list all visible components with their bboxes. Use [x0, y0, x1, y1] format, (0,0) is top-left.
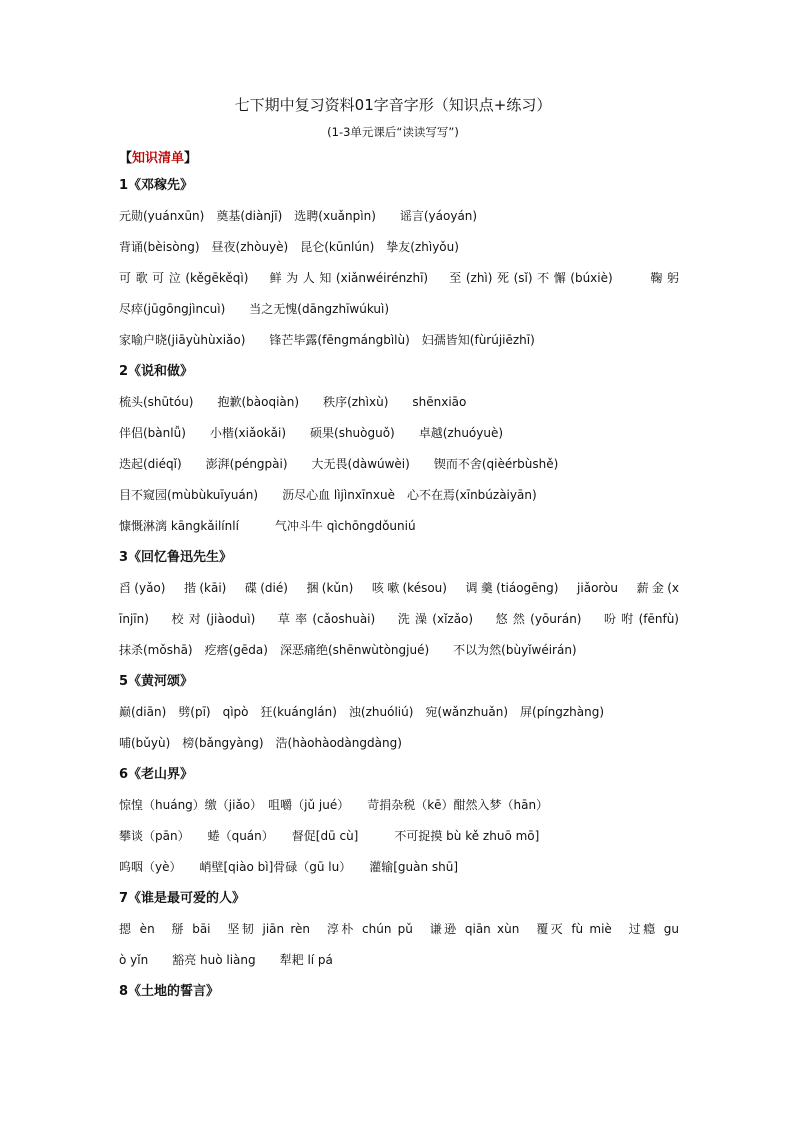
vocab-line: 哺(bǔyù) 榜(bǎngyàng) 浩(hàohàodàngdàng): [119, 736, 402, 750]
lessons-list: [119, 170, 679, 1007]
lesson-block: [119, 356, 679, 542]
section-label-knowledge-list: [119, 148, 679, 170]
vocab-line: īnjīn) 校对(jiàoduì) 草率(cǎoshuài) 洗澡(xǐzǎo) 悠然(yōurán) 吩咐(fēnfù): [119, 612, 679, 626]
section-label-text: 知识清单: [132, 151, 185, 166]
vocab-line: 舀(yǎo) 揩(kāi) 碟(dié) 捆(kǔn) 咳嗽(késou) 调羹(tiáogēng) jiǎoròu 薪金(x: [119, 581, 679, 595]
vocab-line: 攀谈（pān） 蜷（quán） 督促[dū cù] 不可捉摸 bù kě zhuō mō]: [119, 829, 540, 843]
vocab-line: 迭起(diéqǐ) 澎湃(péngpài) 大无畏(dàwúwèi) 锲而不舍(qièérbùshě): [119, 457, 559, 471]
document-title: 七下期中复习资料01字音字形（知识点+练习）: [234, 96, 552, 114]
lesson-block: [119, 883, 679, 976]
vocab-line: 抹杀(mǒshā) 疙瘩(gēda) 深恶痛绝(shēnwùtòngjué) 不以为然(bùyǐwéirán): [119, 643, 577, 657]
vocab-line: 摁 èn 掰 bāi 坚韧 jiān rèn 淳朴 chún pǔ 谦逊 qiān xùn 覆灭 fù miè 过瘾 gu: [119, 922, 679, 936]
lesson-heading: 8《土地的誓言》: [119, 984, 220, 999]
lesson-heading: 6《老山界》: [119, 767, 194, 782]
section-bracket-open: 【: [119, 151, 133, 166]
vocab-line: 背诵(bèisòng) 昼夜(zhòuyè) 昆仑(kūnlún) 挚友(zhìyǒu): [119, 240, 459, 254]
vocab-line: 元勋(yuánxūn) 奠基(diànjī) 选聘(xuǎnpìn) 谣言(yáoyán): [119, 209, 478, 223]
vocab-line: ò yǐn 豁亮 huò liàng 犁耙 lí pá: [119, 953, 333, 967]
section-bracket-close: 】: [184, 151, 198, 166]
lesson-heading: 7《谁是最可爱的人》: [119, 891, 246, 906]
document-page: [119, 94, 679, 1007]
lesson-block: [119, 976, 679, 1007]
document-subtitle: (1-3单元课后“读读写写”): [327, 125, 459, 139]
vocab-line: 尽瘁(jūgōngjìncuì) 当之无愧(dāngzhīwúkuì): [119, 302, 390, 316]
lesson-block: [119, 542, 679, 666]
vocab-line: 伴侣(bànlǚ) 小楷(xiǎokǎi) 硕果(shuòguǒ) 卓越(zhuóyuè): [119, 426, 504, 440]
lesson-heading: 5《黄河颂》: [119, 674, 194, 689]
lesson-heading: 3《回忆鲁迅先生》: [119, 550, 233, 565]
vocab-line: 家喻户晓(jiāyùhùxiǎo) 锋芒毕露(fēngmángbìlù) 妇孺皆知(fùrújiēzhī): [119, 333, 535, 347]
lesson-heading: 1《邓稼先》: [119, 178, 194, 193]
vocab-line: 目不窥园(mùbùkuīyuán) 沥尽心血 lìjìnxīnxuè 心不在焉(xīnbúzàiyān): [119, 488, 537, 502]
vocab-line: 惊惶（huáng）缴（jiǎo） 咀嚼（jǔ jué） 苛捐杂税（kē）酣然入梦（hān）: [119, 798, 549, 812]
lesson-block: [119, 170, 679, 356]
vocab-line: 巅(diān) 劈(pī) qìpò 狂(kuánglán) 浊(zhuóliú) 宛(wǎnzhuǎn) 屏(píngzhàng): [119, 705, 605, 719]
vocab-line: 可歌可泣(kěgēkěqì) 鲜为人知(xiǎnwéirénzhī) 至(zhì)死(sǐ)不懈(búxiè) 鞠躬: [119, 271, 679, 285]
vocab-line: 慷慨淋漓 kāngkǎilínlí 气冲斗牛 qìchōngdǒuniú: [119, 519, 416, 533]
vocab-line: 呜咽（yè） 峭壁[qiào bì]骨碌（gū lu） 灌输[guàn shū]: [119, 860, 459, 874]
vocab-line: 梳头(shūtóu) 抱歉(bàoqiàn) 秩序(zhìxù) shēnxiāo: [119, 395, 467, 409]
lesson-block: [119, 759, 679, 883]
lesson-heading: 2《说和做》: [119, 364, 194, 379]
lesson-block: [119, 666, 679, 759]
